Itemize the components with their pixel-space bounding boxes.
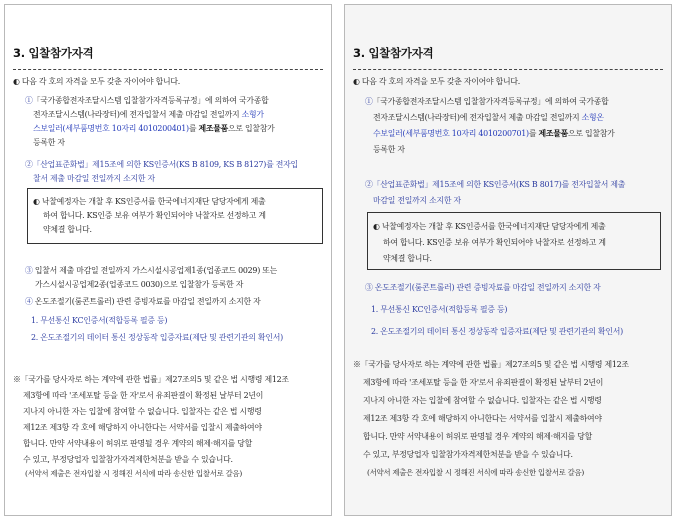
note-line-2: 제3항에 따라 '조세포탈 등을 한 자'로서 유죄판결이 확정된 날부터 2년이 xyxy=(23,391,264,400)
item-1-line-4: 등록한 자 xyxy=(33,138,65,147)
item-1-line-2a: 전자조달시스템(나라장터)에 전자입찰서 제출 마감일 전일까지 xyxy=(373,113,582,122)
intro-label: 다음 각 호의 자격을 모두 갖춘 자이어야 합니다. xyxy=(21,77,181,86)
item-2-line-2: 마감일 전일까지 소지한 자 xyxy=(373,196,461,205)
item-2-line-1: 「산업표준화법」제15조에 의한 KS인증서(KS B 8109, KS B 8127)를 전자입 xyxy=(32,160,298,169)
section-title: 3. 입찰참가자격 xyxy=(13,46,94,60)
item-2 xyxy=(25,158,298,171)
item-3-line-2: 가스시설시공업제2종(업종코드 0030)으로 입찰참가 등록한 자 xyxy=(35,280,244,289)
item-2-line-1: 「산업표준화법」제15조에 의한 KS인증서(KS B 8017)를 전자입찰서 제출 xyxy=(372,180,626,189)
note-line-3: 지나지 아니한 자는 입찰에 참여할 수 없습니다. 입찰자는 같은 법 시행령 xyxy=(23,407,262,416)
section-divider xyxy=(353,69,663,70)
note-text-1: 「국가를 당사자로 하는 계약에 관한 법률」제27조의5 및 같은 법 시행령 제12조 xyxy=(360,360,629,369)
item-3 xyxy=(365,281,601,294)
half-circle-bullet-icon: ◐ xyxy=(13,77,20,86)
item-3 xyxy=(25,264,277,277)
item-number: ① xyxy=(365,97,373,106)
intro-text xyxy=(13,75,180,88)
note-line-1 xyxy=(13,373,289,386)
item-3-sub-1: 1. 무선통신 KC인증서(적합등록 필증 등) xyxy=(371,305,508,314)
item-number: ③ xyxy=(365,283,373,292)
manufacture-label: 제조물품 xyxy=(538,129,569,138)
section-title: 3. 입찰참가자격 xyxy=(353,46,434,60)
note-line-5: 합니다. 만약 서약내용이 허위로 판명될 경우 계약의 해제·해지를 당할 xyxy=(363,432,593,441)
intro-label: 다음 각 호의 자격을 모두 갖춘 자이어야 합니다. xyxy=(361,77,521,86)
note-line-2: 제3항에 따라 '조세포탈 등을 한 자'로서 유죄판결이 확정된 날부터 2년이 xyxy=(363,378,604,387)
item-1-line-2 xyxy=(33,108,264,121)
note-line-1 xyxy=(353,358,629,371)
note-line-7: (서약서 제출은 전자입찰 시 정해진 서식에 따라 송신한 입찰서로 갈음) xyxy=(367,468,585,477)
product-name-highlight: 소형가 xyxy=(241,110,264,119)
note-line-6: 수 있고, 부정당업자 입찰참가자격제한처분을 받을 수 있습니다. xyxy=(363,450,573,459)
right-document-page xyxy=(344,4,672,516)
item-3-line-1: 입찰서 제출 마감일 전일까지 가스시설시공업제1종(업종코드 0029) 또는 xyxy=(34,266,278,275)
half-circle-bullet-icon: ◐ xyxy=(33,197,40,206)
item-1-line-1: 「국가종합전자조달시스템 입찰참가자격등록규정」에 의하여 국가종합 xyxy=(372,97,609,106)
item-1-line-4: 등록한 자 xyxy=(373,145,405,154)
item-1-line-3d: 으로 입찰참가 xyxy=(568,129,615,138)
notice-line-1 xyxy=(33,195,265,208)
notice-line-3: 약체결 합니다. xyxy=(383,254,432,263)
note-line-6: 수 있고, 부정당업자 입찰참가자격제한처분을 받을 수 있습니다. xyxy=(23,455,233,464)
item-1-line-3b: 를 xyxy=(528,129,539,138)
note-line-5: 합니다. 만약 서약내용이 허위로 판명될 경우 계약의 해제·해지를 당할 xyxy=(23,439,253,448)
item-1-line-3 xyxy=(373,127,615,140)
item-4 xyxy=(25,295,261,308)
half-circle-bullet-icon: ◐ xyxy=(373,222,380,231)
left-document-page xyxy=(4,4,332,516)
item-4-line-1: 온도조절기(룸콘트롤러) 관련 증빙자료를 마감일 전일까지 소지한 자 xyxy=(34,297,261,306)
item-number: ② xyxy=(25,160,33,169)
item-number: ② xyxy=(365,180,373,189)
item-1 xyxy=(365,95,609,108)
product-code-highlight: 수보일러(세부품명번호 10자리 4010200701) xyxy=(373,129,529,138)
note-line-3: 지나지 아니한 자는 입찰에 참여할 수 없습니다. 입찰자는 같은 법 시행령 xyxy=(363,396,602,405)
notice-line-2: 하여 합니다. KS인증 보유 여부가 확인되어야 낙찰자로 선정하고 계 xyxy=(43,211,266,220)
half-circle-bullet-icon: ◐ xyxy=(353,77,360,86)
item-4-sub-2: 2. 온도조절기의 데이터 통신 정상동작 입증자료(제단 및 관련기관의 확인서) xyxy=(31,333,283,342)
item-1-line-1: 「국가종합전자조달시스템 입찰참가자격등록규정」에 의하여 국가종합 xyxy=(32,96,269,105)
product-name-highlight: 소형온 xyxy=(581,113,604,122)
notice-text-1: 낙찰예정자는 개찰 후 KS인증서를 한국에너지재단 담당자에게 제출 xyxy=(381,222,606,231)
item-1-line-3d: 으로 입찰참가 xyxy=(228,124,275,133)
notice-line-2: 하여 합니다. KS인증 보유 여부가 확인되어야 낙찰자로 선정하고 계 xyxy=(383,238,606,247)
product-code-highlight: 스보일러(세부품명번호 10자리 4010200401) xyxy=(33,124,189,133)
item-3-line-1: 온도조절기(룸콘트롤러) 관련 증빙자료를 마감일 전일까지 소지한 자 xyxy=(374,283,601,292)
item-1-line-3 xyxy=(33,122,275,135)
note-mark: ※ xyxy=(353,360,361,369)
item-number: ③ xyxy=(25,266,33,275)
note-line-4: 제12조 제3항 각 호에 해당하지 아니한다는 서약서를 입찰시 제출하여야 xyxy=(363,414,602,423)
item-number: ④ xyxy=(25,297,33,306)
section-divider xyxy=(13,69,323,70)
item-1-line-3b: 를 xyxy=(188,124,199,133)
note-line-7: (서약서 제출은 전자입찰 시 정해진 서식에 따라 송신한 입찰서로 갈음) xyxy=(25,469,243,478)
item-4-sub-1: 1. 무선통신 KC인증서(적합등록 필증 등) xyxy=(31,316,168,325)
notice-line-1 xyxy=(373,220,605,233)
note-mark: ※ xyxy=(13,375,21,384)
notice-line-3: 약체결 합니다. xyxy=(43,225,92,234)
note-text-1: 「국가를 당사자로 하는 계약에 관한 법률」제27조의5 및 같은 법 시행령 제12조 xyxy=(20,375,289,384)
note-line-4: 제12조 제3항 각 호에 해당하지 아니한다는 서약서를 입찰시 제출하여야 xyxy=(23,423,262,432)
item-1 xyxy=(25,94,269,107)
item-3-sub-2: 2. 온도조절기의 데이터 통신 정상동작 입증자료(제단 및 관련기관의 확인서) xyxy=(371,327,623,336)
notice-text-1: 낙찰예정자는 개찰 후 KS인증서를 한국에너지재단 담당자에게 제출 xyxy=(41,197,266,206)
item-1-line-2a: 전자조달시스템(나라장터)에 전자입찰서 제출 마감일 전일까지 xyxy=(33,110,242,119)
item-2 xyxy=(365,178,625,191)
manufacture-label: 제조물품 xyxy=(198,124,229,133)
intro-text xyxy=(353,75,520,88)
item-2-line-2: 찰서 제출 마감일 전일까지 소지한 자 xyxy=(33,174,155,183)
item-number: ① xyxy=(25,96,33,105)
item-1-line-2 xyxy=(373,111,604,124)
